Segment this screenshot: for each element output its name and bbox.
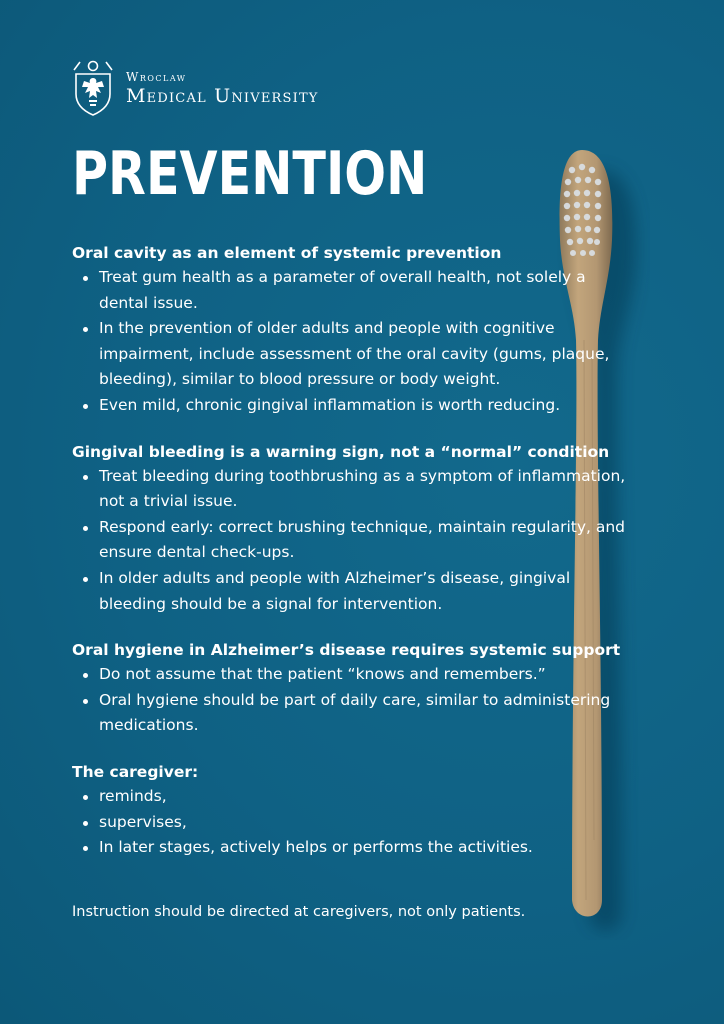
list-item: In older adults and people with Alzheimer’s disease, gingival bleeding should be a signal for intervention. <box>72 566 632 617</box>
bullet-list <box>72 662 632 739</box>
bullet-list <box>72 265 632 419</box>
list-item: Respond early: correct brushing technique, maintain regularity, and ensure dental check-ups. <box>72 515 632 566</box>
list-item: Treat bleeding during toothbrushing as a symptom of inflammation, not a trivial issue. <box>72 464 632 515</box>
list-item: Do not assume that the patient “knows and remembers.” <box>72 662 632 688</box>
section-gingival-bleeding <box>72 442 632 618</box>
bullet-list <box>72 464 632 618</box>
list-item: Oral hygiene should be part of daily care, similar to administering medications. <box>72 688 632 739</box>
section-caregiver <box>72 762 632 861</box>
list-item: supervises, <box>72 810 632 836</box>
section-heading: The caregiver: <box>72 762 199 781</box>
section-heading: Oral cavity as an element of systemic prevention <box>72 244 502 262</box>
section-heading: Gingival bleeding is a warning sign, not a “normal” condition <box>72 442 610 461</box>
university-logo <box>72 60 319 116</box>
bullet-list <box>72 784 632 861</box>
footnote: Instruction should be directed at caregivers, not only patients. <box>72 904 526 920</box>
section-alzheimers-support <box>72 640 632 739</box>
page-title: PREVENTION <box>72 139 428 209</box>
list-item: In the prevention of older adults and people with cognitive impairment, include assessment of the oral cavity (gums, plaque, bleeding), similar to blood pressure or body weight. <box>72 316 632 393</box>
section-heading: Oral hygiene in Alzheimer’s disease requires systemic support <box>72 641 621 660</box>
section-systemic-prevention <box>72 243 632 419</box>
list-item: Even mild, chronic gingival inflammation is worth reducing. <box>72 393 632 419</box>
content <box>72 243 632 884</box>
university-name-small: Wroclaw <box>126 69 187 84</box>
university-crest-icon <box>72 60 114 116</box>
list-item: In later stages, actively helps or performs the activities. <box>72 835 632 861</box>
list-item: Treat gum health as a parameter of overall health, not solely a dental issue. <box>72 265 632 316</box>
university-name: Medical University <box>126 84 319 107</box>
list-item: reminds, <box>72 784 632 810</box>
